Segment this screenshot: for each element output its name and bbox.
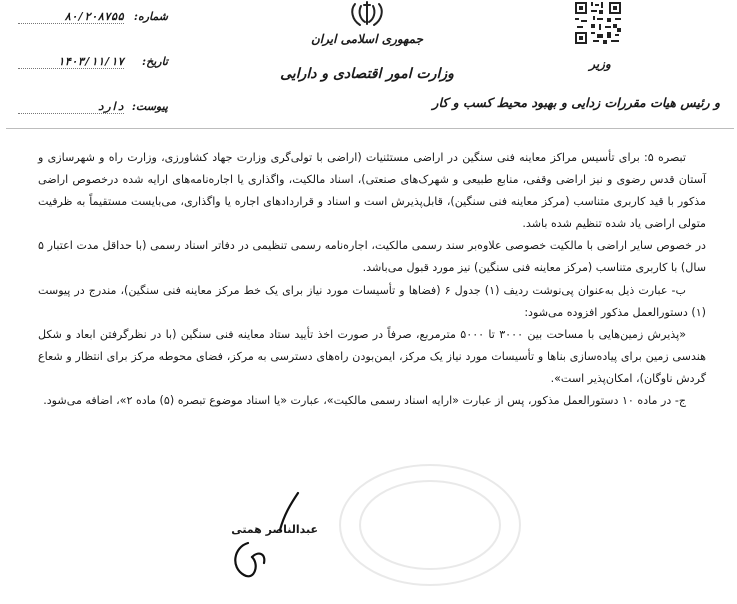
letter-date-value: ۱۴۰۳/۱۱/۱۷	[57, 55, 124, 68]
handwritten-signature	[220, 485, 320, 595]
letter-date-row	[18, 55, 168, 73]
body-paragraph-private-land: در خصوص سایر اراضی با مالکیت خصوصی علاوه‌بر سند رسمی مالکیت، اجاره‌نامه رسمی تنظیمی در دفاتر اسناد رسمی (با حداقل مدت اعتبار ۵ سال) با کاربری متناسب (مرکز معاینه فنی سنگین) نیز مورد قبول می‌باشد.	[38, 239, 706, 275]
iran-emblem-icon	[347, 0, 387, 28]
letter-number-value: ۸۰/۲۰۸۷۵۵	[64, 10, 124, 23]
header-divider	[6, 128, 734, 129]
qr-code-icon	[573, 0, 623, 46]
ministry-seal-watermark	[330, 430, 530, 590]
body-paragraph-quote: «پذیرش زمین‌هایی با مساحت بین ۳۰۰۰ تا ۵۰۰۰ مترمربع، صرفاً در صورت اخذ تأیید ستاد معاینه فنی سنگین (با در نظرگرفتن ابعاد و شکل هندسی زمین برای پیاده‌سازی بناها و تأسیسات مورد نیاز یک مرکز، ایمن‌بودن راه‌های دسترسی به مرکز، فضای محوطه مرکز برای انتظار و شعاع گردش ناوگان)، امکان‌پذیر است».	[38, 327, 706, 385]
letter-attachment-row	[18, 100, 168, 118]
letter-number-label: شماره:	[133, 10, 168, 23]
letter-number-row	[18, 10, 168, 28]
letter-attachment-label: پیوست:	[131, 100, 168, 113]
dotted-line	[18, 113, 124, 114]
dotted-line	[18, 23, 124, 24]
dotted-line	[18, 68, 124, 69]
minister-title: وزیر	[589, 57, 611, 71]
letter-body	[38, 147, 706, 412]
republic-heading: جمهوری اسلامی ایران	[310, 32, 424, 46]
body-paragraph-b: ب- عبارت ذیل به‌عنوان پی‌نوشت ردیف (۱) جدول ۶ (فضاها و تأسیسات مورد نیاز برای یک خط مرکز معاینه فنی سنگین)، مندرج در پیوست (۱) دستورالعمل مذکور افزوده می‌شود:	[38, 283, 706, 319]
body-paragraph-note5: تبصره ۵: برای تأسیس مراکز معاینه فنی سنگین در اراضی مستثنیات (اراضی با تولی‌گری وزارت جهاد کشاورزی، وزارت راه و شهرسازی و آستان قدس رضوی و نیز اراضی وقفی، منابع طبیعی و شهرک‌های صنعتی)، اسناد مالکیت، واگذاری یا اجاره‌نامه‌های ارایه شده درخصوص اراضی مذکور با قید کاربری متناسب (مرکز معاینه فنی سنگین)، قابل‌پذیرش است و اسناد و قراردادهای اجاره یا واگذاری، می‌بایست مستقیماً به ظرفیت متولی اراضی یاد شده تنظیم شده باشد.	[38, 151, 706, 231]
signer-name: عبدالناصر همتی	[231, 523, 318, 536]
letter-date-label: تاریخ:	[142, 55, 168, 68]
deputy-title: و رئیس هیات مقررات زدایی و بهبود محیط کسب و کار	[432, 95, 720, 110]
ministry-heading: وزارت امور اقتصادی و دارایی	[280, 66, 454, 82]
letter-attachment-value: دارد	[97, 100, 124, 113]
body-paragraph-c: ج- در ماده ۱۰ دستورالعمل مذکور، پس از عبارت «ارایه اسناد رسمی مالکیت»، عبارت «یا اسناد موضوع تبصره (۵) ماده ۲»، اضافه می‌شود.	[43, 394, 686, 408]
